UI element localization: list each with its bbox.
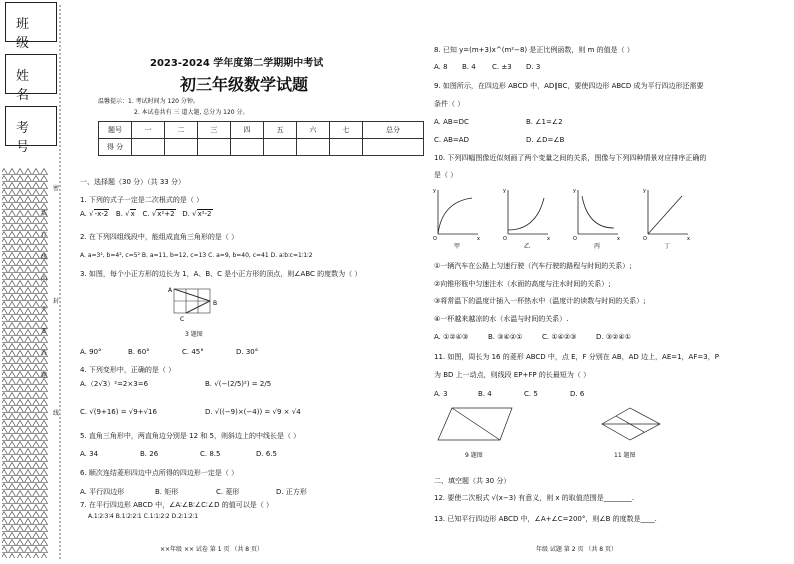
section-2-heading: 二、填空题（共 30 分） [434,477,511,485]
score-cell[interactable] [264,139,297,156]
score-cell[interactable] [165,139,198,156]
q2-options: A. a=3², b=4², c=5² B. a=11, b=12, c=13 C. a=9, b=40, c=41 D. a∶b∶c=1∶1∶2 [80,252,313,259]
score-row-label: 得 分 [99,139,132,156]
score-header: 三 [198,122,231,139]
q10-option-b: B. ③④②① [488,333,523,341]
graph-axis-x: x [547,236,550,242]
score-cell[interactable] [330,139,363,156]
q11-option-b: B. 4 [478,390,492,398]
q13-text: 13. 已知平行四边形 ABCD 中，∠A+∠C=200°，则∠B 的度数是____. [434,515,657,523]
q3-figure [168,283,228,328]
q5-option-a: A. 34 [80,450,99,458]
q10-option-c: C. ①④②③ [542,333,577,341]
score-header-row [99,122,424,139]
q11-option-a: A. 3 [434,390,448,398]
q3-text: 3. 如图，每个小正方形的边长为 1，A、B、C 是小正方形的顶点，则∠ABC 的度数为（ ） [80,270,362,278]
side-char-1: 密 [52,185,59,192]
seal-char: 订 [40,232,47,239]
q9-option-d: D. ∠D=∠B [526,136,565,144]
q5-text: 5. 直角三角形中，两直角边分别是 12 和 5，则斜边上的中线长是（ ） [80,432,301,440]
score-row [99,139,424,156]
graph-name-3: 丙 [594,243,601,250]
q10-option-a: A. ①②④③ [434,333,469,341]
q5-option-d: D. 6.5 [256,450,277,458]
reminder-2: 2. 本试卷共有 三 道大题, 总分为 120 分。 [134,109,249,116]
q3-fig-label-a: A [168,287,173,294]
graph-origin: O [573,236,577,242]
q9-option-c: C. AB=AD [434,136,469,144]
q11-text: 11. 如图，周长为 16 的菱形 ABCD 中，点 E，F 分别在 AB，AD 边上，AE=1，AF=3，P [434,353,719,361]
q4-text: 4. 下列变形中，正确的是（ ） [80,366,176,374]
class-field[interactable] [5,2,57,51]
side-char-2: 封 [52,298,59,305]
seal-char: 线 [40,254,47,261]
q8-option-b: B. 4 [462,63,476,71]
q12-text: 12. 要使二次根式 √(x−3) 有意义，则 x 的取值范围是________. [434,494,635,502]
q6-option-c: C. 菱形 [216,488,240,496]
q3-fig-label-c: C [180,316,185,323]
q6-text: 6. 顺次连结菱形四边中点所得的四边形一定是（ ） [80,469,239,477]
id-field[interactable] [5,106,57,155]
q10-graphs [430,184,700,250]
q10-text-cont: 是（ ） [434,171,458,179]
q3-option-a: A. 90° [80,348,102,356]
score-cell[interactable] [198,139,231,156]
score-header: 七 [330,122,363,139]
score-cell[interactable] [297,139,330,156]
graph-origin: O [503,236,507,242]
graph-origin: O [643,236,647,242]
q8-option-c: C. ±3 [492,63,512,71]
q10-option-d: D. ③②④① [596,333,631,341]
q6-option-a: A. 平行四边形 [80,488,125,496]
q2-text: 2. 在下列四组线段中，能组成直角三角形的是（ ） [80,233,239,241]
scenario-3: ③将常温下的温度计插入一杯热水中（温度计的读数与时间的关系）; [434,297,646,305]
graph-axis-y: y [433,188,436,194]
score-header: 二 [165,122,198,139]
q4-option-b: B. √(−(2/5)²) = 2/5 [205,380,272,388]
q9-text-cont: 条件（ ） [434,100,465,108]
q9-option-a: A. AB=DC [434,118,469,126]
score-cell[interactable] [231,139,264,156]
graph-origin: O [433,236,437,242]
id-label: 考 号 [16,121,44,155]
section-1-heading: 一、选择题（30 分）（共 33 分） [80,178,185,186]
seal-char: 答 [40,350,47,357]
name-label: 姓 名 [16,69,44,103]
q7-options: A.1∶2∶3∶4 B.1∶2∶2∶1 C.1∶1∶2∶2 D.2∶1∶2∶1 [88,513,199,520]
score-header: 五 [264,122,297,139]
q4-option-a: A.（2√3）²=2×3=6 [80,380,149,388]
score-cell[interactable] [363,139,424,156]
seal-char: 题 [40,372,47,379]
class-label: 班 级 [16,17,44,51]
fig11-figure [596,404,666,444]
score-table [98,121,424,156]
left-footer: ××年级 ×× 试卷 第 1 页 （共 8 页） [160,546,264,553]
q10-text: 10. 下列四幅图像近似刻画了两个变量之间的关系，图像与下列四种情景对应排序正确的 [434,154,707,162]
graph-axis-x: x [477,236,480,242]
graph-axis-y: y [503,188,506,194]
q8-option-d: D. 3 [526,63,541,71]
graph-name-2: 乙 [524,243,531,250]
score-header: 题号 [99,122,132,139]
seal-char: 内 [40,276,47,283]
fig11-caption: 11 题图 [614,452,636,459]
q3-option-d: D. 30° [236,348,259,356]
scenario-4: ④一杯越来越凉的水（水温与时间的关系）. [434,315,569,323]
right-footer: 年级 试题 第 2 页 （共 8 页） [536,546,617,553]
q3-caption: 3 题图 [185,331,203,338]
fig9-figure [434,402,524,448]
name-field[interactable] [5,54,57,103]
q8-option-a: A. 8 [434,63,448,71]
q8-text: 8. 已知 y=(m+3)x^(m²−8) 是正比例函数，则 m 的值是（ ） [434,46,634,54]
score-header: 四 [231,122,264,139]
q9-text: 9. 如图所示，在四边形 ABCD 中，AD∥BC，要使四边形 ABCD 成为平行四边形还需要 [434,82,704,90]
q1-options: A. √-x-2 B. √x C. √x²+2 D. √x²-2 [80,210,212,218]
subject-title: 初三年级数学试题 [180,75,309,94]
q11-option-d: D. 6 [570,390,585,398]
q3-option-c: C. 45° [182,348,204,356]
scenario-1: ①一辆汽车在公路上匀速行驶（汽车行驶的路程与时间的关系）; [434,262,632,270]
scenario-2: ②向锥形瓶中匀速注水（水面的高度与注水时间的关系）; [434,280,611,288]
score-header: 一 [132,122,165,139]
graph-name-1: 甲 [454,243,461,250]
score-cell[interactable] [132,139,165,156]
graph-name-4: 丁 [664,243,671,250]
q5-option-c: C. 8.5 [200,450,221,458]
score-header: 六 [297,122,330,139]
exam-title: 2023-2024 学年度第二学期期中考试 [150,58,324,69]
q3-fig-label-b: B [213,300,218,307]
q1-text: 1. 下列的式子一定是二次根式的是（ ） [80,196,204,204]
q7-text: 7. 在平行四边形 ABCD 中，∠A∶∠B∶∠C∶∠D 的值可以是（ ） [80,501,273,509]
graph-axis-x: x [687,236,690,242]
score-header: 总分 [363,122,424,139]
q5-option-b: B. 26 [140,450,159,458]
graph-axis-y: y [573,188,576,194]
reminder-1: 温馨提示：1. 考试时间为 120 分钟。 [98,98,199,105]
side-char-3: 线 [52,410,59,417]
fig9-caption: 9 题图 [465,452,483,459]
q11-option-c: C. 5 [524,390,538,398]
graph-axis-y: y [643,188,646,194]
binding-margin [0,0,62,564]
seal-char: 要 [40,328,47,335]
q11-text-cont: 为 BD 上一动点，则线段 EP+FP 的长最短为（ ） [434,371,591,379]
q4-option-c: C. √(9+16) = √9+√16 [80,408,157,416]
q6-option-d: D. 正方形 [276,488,307,496]
q4-option-d: D. √((−9)×(−4)) = √9 × √4 [205,408,301,416]
seal-char: 装 [40,210,47,217]
seal-char: 不 [40,306,47,313]
q3-option-b: B. 60° [128,348,150,356]
q9-option-b: B. ∠1=∠2 [526,118,563,126]
graph-axis-x: x [617,236,620,242]
q6-option-b: B. 矩形 [155,488,179,496]
